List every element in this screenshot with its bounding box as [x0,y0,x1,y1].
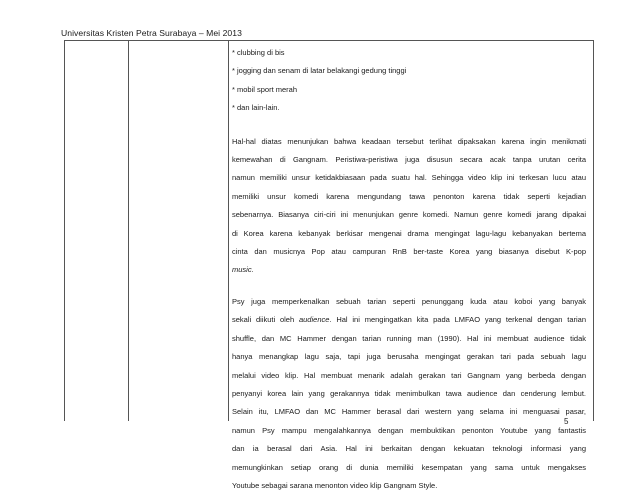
paragraph-line: sebenarnya. Biasanya ciri-ciri ini menunjukan genre komedi. Namun genre komedi jarang dipakai [232,210,586,220]
paragraph-line: Hal-hal diatas menunjukan bahwa keadaan tersebut terlihat dipaksakan karena ingin menikmati [232,136,586,146]
paragraph-line: namun memiliki unsur ketidakbiasaan pada suatu hal. Sehingga video klip ini terkesan lucu atau [232,173,586,183]
paragraph-line: memungkinkan setiap orang di dunia memiliki kesempatan yang sama untuk mengakses [232,462,586,472]
page-header: Universitas Kristen Petra Surabaya – Mei 2013 [61,28,242,38]
text-segment: . Hal ini mengingatkan kita pada LMFAO yang terkenal dengan tarian [329,315,587,325]
paragraph-line: dan ia berasal dari Asia. Hal ini berkaitan dengan kekuatan teknologi informasi yang [232,444,586,454]
bullet-list [232,44,586,118]
paragraph-line [232,311,586,329]
paragraph-line: namun Psy mampu mengalahkannya dengan membuktikan penonton Youtube yang fantastis [232,425,586,435]
paragraph-1 [232,133,586,280]
paragraph-line: Youtube sebagai sarana menonton video klip Gangnam Style. [232,480,438,490]
italic-term: audience [298,315,330,325]
paragraph-line: Psy juga memperkenalkan sebuah tarian seperti penunggang kuda atau koboi yang banyak [232,296,586,306]
bullet-item: * dan lain-lain. [232,103,280,113]
paragraph-line: penyanyi korea lain yang gerakannya tidak menimbulkan tawa audience dan cenderung lembut. [232,388,586,398]
table-cell-content [232,44,586,495]
bullet-item: * jogging dan senam di latar belakangi gedung tinggi [232,66,407,76]
text-segment: sekali diikuti oleh [232,315,299,325]
paragraph-line: cinta dan musicnya Pop atau campuran RnB ber-taste Korea yang biasanya disebut K-pop [232,247,586,257]
bullet-item: * clubbing di bis [232,48,285,57]
paragraph-line [232,261,586,279]
column-divider-1 [128,41,129,421]
paragraph-line: Selain itu, LMFAO dan MC Hammer berasal dari western yang selama ini menguasai pasar, [232,407,586,417]
paragraph-line: melalui video klip. Hal membuat menarik adalah gerakan tari Gangnam yang berbeda dengan [232,370,586,380]
paragraph-line: hanya menangkap lagu saja, tapi juga berusaha mengingat gerakan tari pada sebuah lagu [232,352,586,362]
italic-term: music. [232,265,254,275]
column-divider-2 [228,41,229,421]
bullet-item: * mobil sport merah [232,84,298,94]
paragraph-line: di Korea karena kebanyak berkisar mengenai drama mengingat lagu-lagu kebanyakan bertema [232,228,586,238]
paragraph-line: shuffle, dan MC Hammer dengan tarian running man (1990). Hal ini membuat audience tidak [232,333,586,343]
paragraph-line: memiliki unsur komedi karena mengundang tawa penonton karena tidak seperti kejadian [232,191,586,201]
page-number: 5 [564,417,569,426]
paragraph-2 [232,293,586,495]
paragraph-line: kemewahan di Gangnam. Peristiwa-peristiwa juga disusun secara acak tanpa urutan cerita [232,155,586,165]
